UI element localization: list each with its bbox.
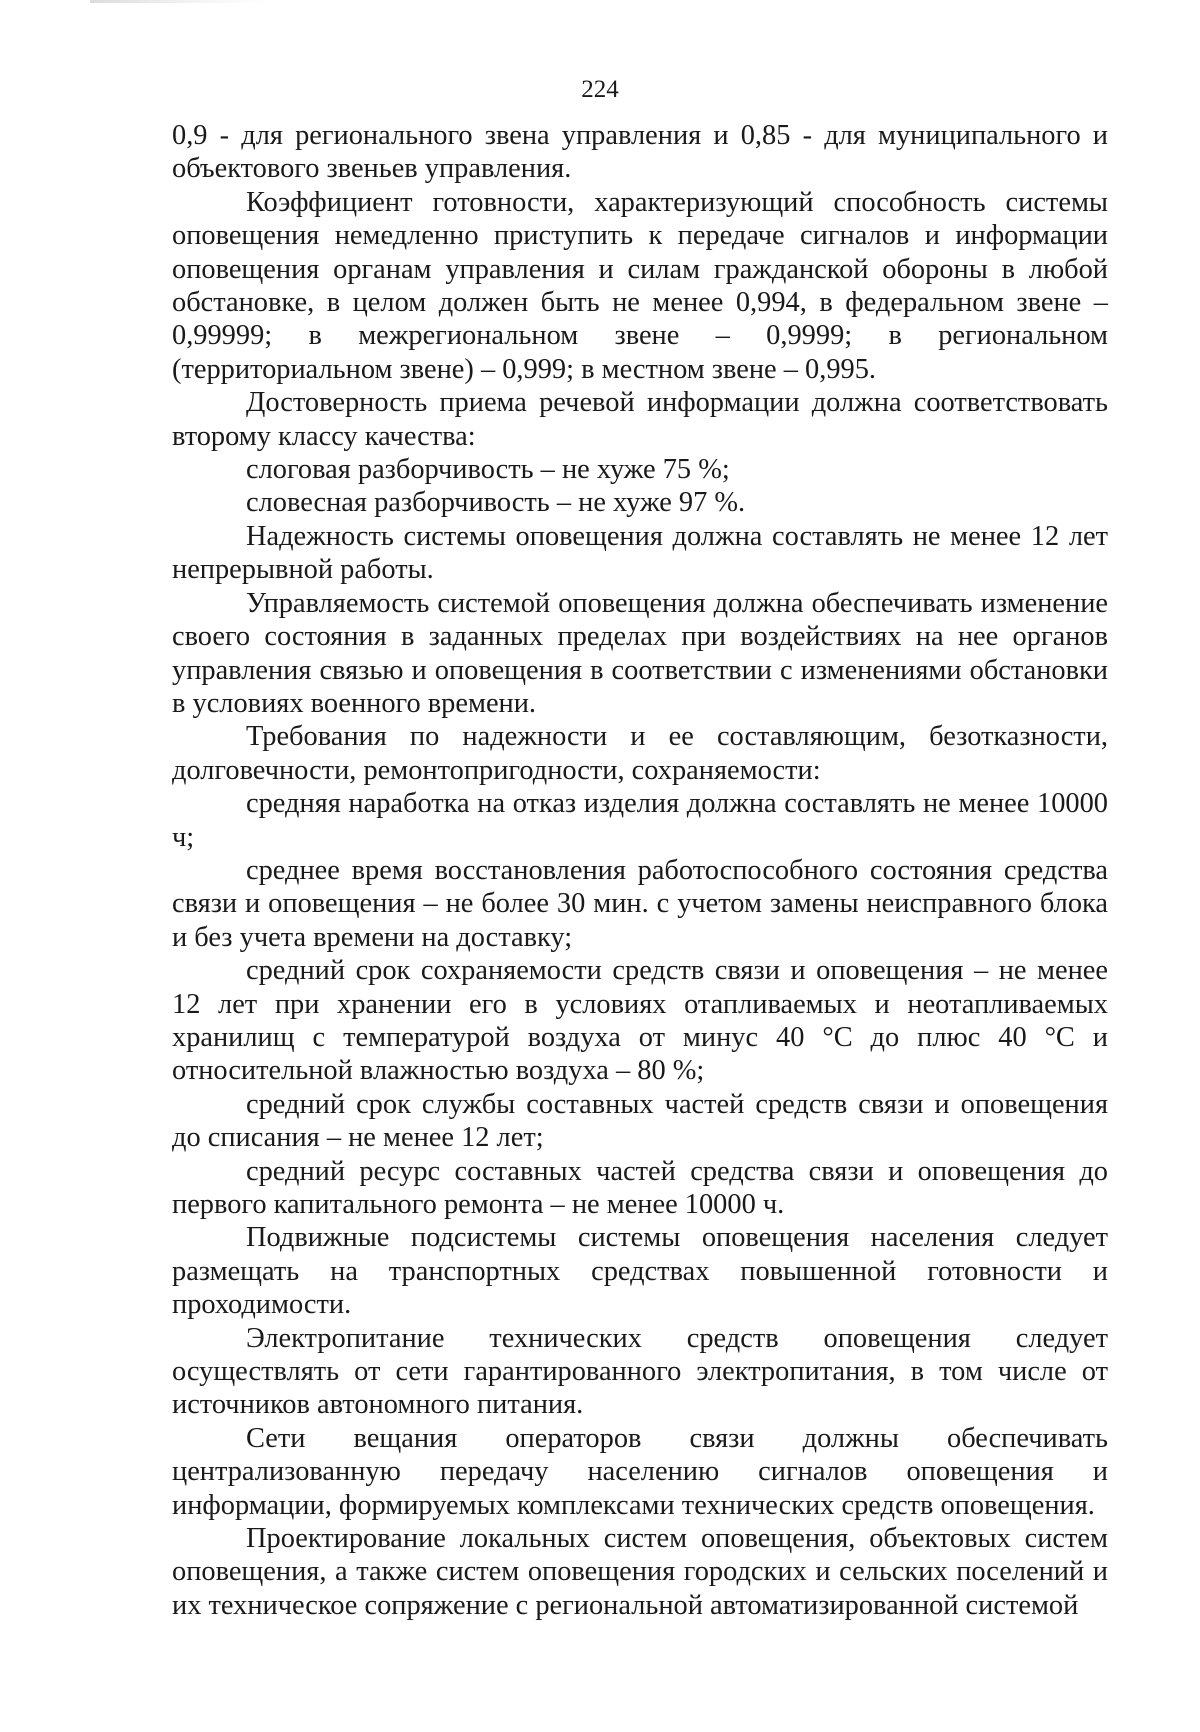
page-number: 224	[581, 76, 619, 103]
list-item-recovery-time: среднее время восстановления работоспособного состояния средства связи и оповещения – не более 30 мин. с учетом замены неисправного блока и без учета времени на доставку;	[172, 854, 1108, 953]
document-body	[172, 119, 1108, 1622]
paragraph-controllability: Управляемость системой оповещения должна обеспечивать изменение своего состояния в заданных пределах при воздействиях на нее органов управления связью и оповещения в соответствии с изменениями обстановки в условиях военного времени.	[172, 587, 1108, 719]
list-item-mtbf: средняя наработка на отказ изделия должна составлять не менее 10000 ч;	[172, 788, 1108, 853]
list-item-storage-period: средний срок сохраняемости средств связи и оповещения – не менее 12 лет при хранении его в условиях отапливаемых и неотапливаемых хранилищ с температурой воздуха от минус 40 °С до плюс 40 °С и относительной влажностью воздуха – 80 %;	[172, 955, 1108, 1087]
paragraph-reliability-requirements: Требования по надежности и ее составляющим, безотказности, долговечности, ремонтопригодности, сохраняемости:	[172, 721, 1108, 786]
scan-edge-artifact	[90, 0, 270, 3]
paragraph-local-systems-design: Проектирование локальных систем оповещения, объектовых систем оповещения, а также систем оповещения городских и сельских поселений и их техническое сопряжение с региональной автоматизированной системой	[172, 1523, 1108, 1621]
list-item-resource: средний ресурс составных частей средства связи и оповещения до первого капитального ремонта – не менее 10000 ч.	[172, 1155, 1108, 1220]
paragraph-broadcast-networks: Сети вещания операторов связи должны обеспечивать централизованную передачу населению сигналов оповещения и информации, формируемых комплексами технических средств оповещения.	[172, 1422, 1108, 1521]
paragraph-speech-reliability: Достоверность приема речевой информации должна соответствовать второму классу качества:	[172, 387, 1108, 452]
paragraph-system-reliability: Надежность системы оповещения должна составлять не менее 12 лет непрерывной работы.	[172, 520, 1108, 586]
paragraph-power-supply: Электропитание технических средств оповещения следует осуществлять от сети гарантированного электропитания, в том числе от источников автономного питания.	[172, 1322, 1108, 1421]
paragraph-readiness-coefficient: Коэффициент готовности, характеризующий способность системы оповещения немедленно приступить к передаче сигналов и информации оповещения органам управления и силам гражданской обороны в любой обстановке, в целом должен быть не менее 0,994, в федеральном звене – 0,99999; в межрегиональном звене – 0,9999; в региональном (территориальном звене) – 0,999; в местном звене – 0,995.	[172, 186, 1108, 385]
list-item-service-life: средний срок службы составных частей средств связи и оповещения до списания – не менее 12 лет;	[172, 1088, 1108, 1154]
paragraph-continuation: 0,9 - для регионального звена управления и 0,85 - для муниципального и объектового звеньев управления.	[172, 120, 1108, 185]
list-item-word-intelligibility: словесная разборчивость – не хуже 97 %.	[246, 487, 746, 519]
list-item-syllable-intelligibility: слоговая разборчивость – не хуже 75 %;	[246, 454, 730, 486]
paragraph-mobile-subsystems: Подвижные подсистемы системы оповещения населения следует размещать на транспортных средствах повышенной готовности и проходимости.	[172, 1222, 1108, 1321]
